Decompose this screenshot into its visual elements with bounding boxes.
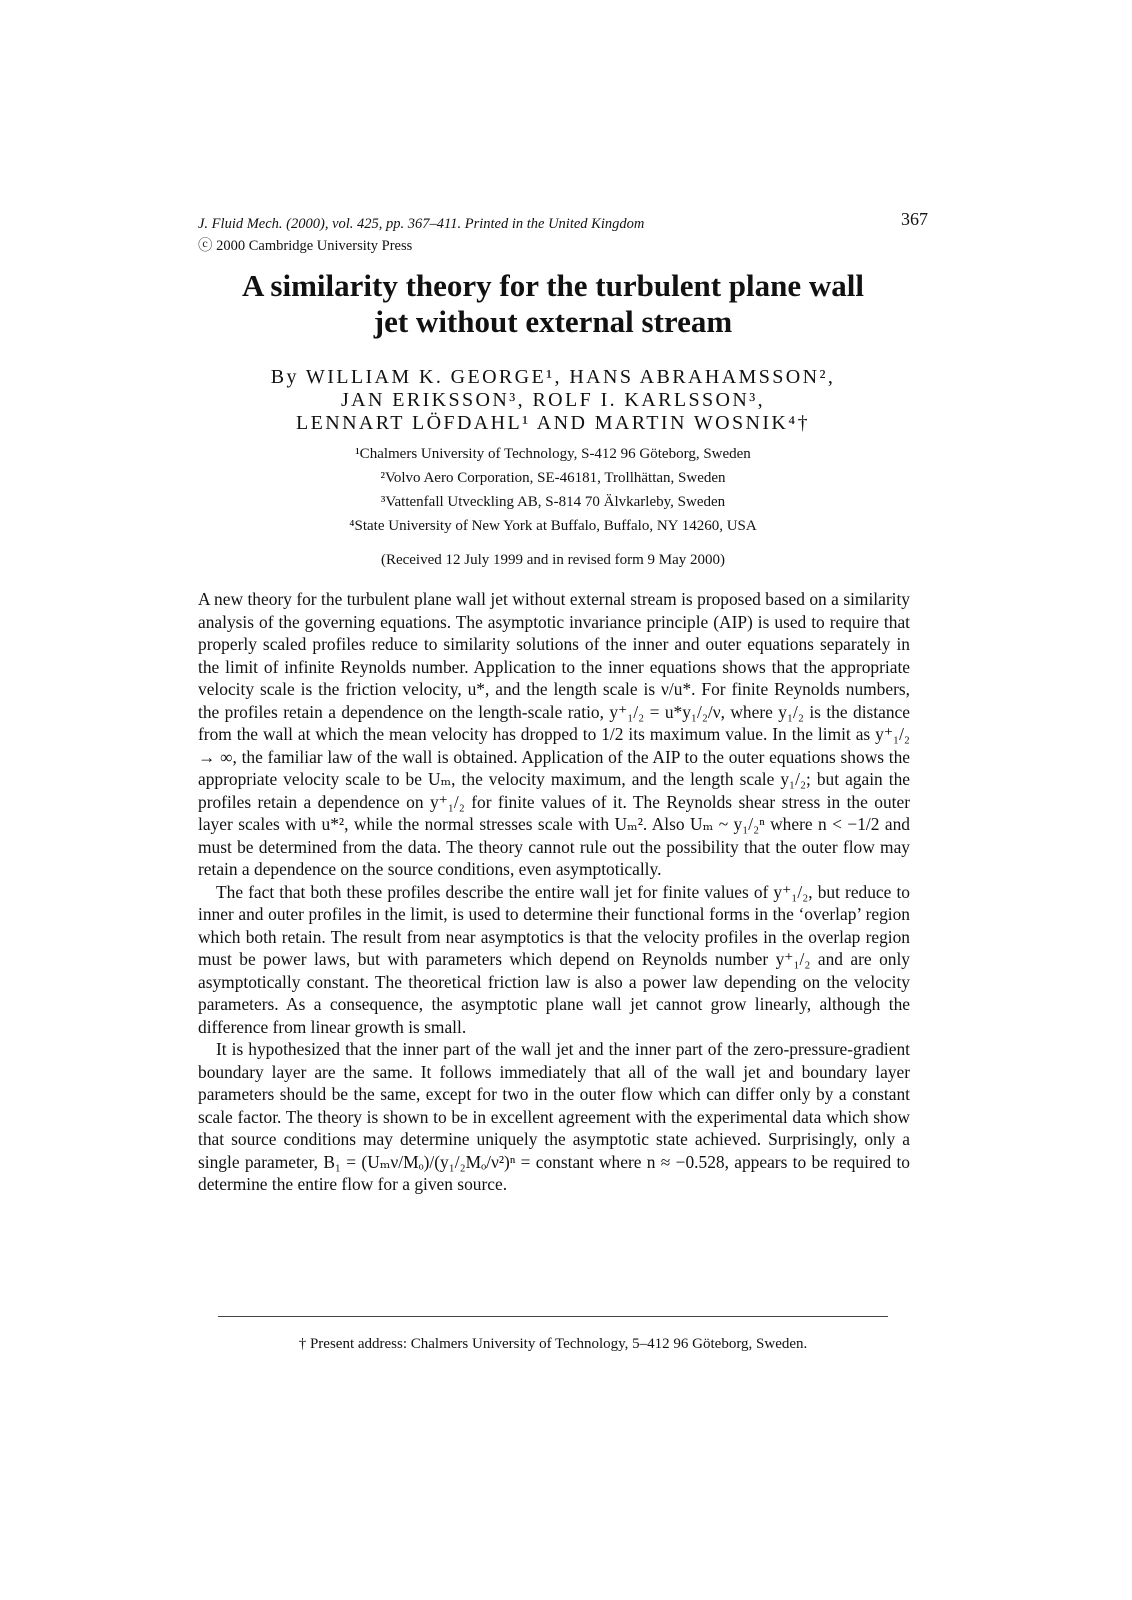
authors-line-1: By WILLIAM K. GEORGE¹, HANS ABRAHAMSSON², [270, 366, 836, 388]
affiliation-2: ²Volvo Aero Corporation, SE-46181, Trollhättan, Sweden [380, 470, 726, 486]
footnote-divider [218, 1316, 888, 1317]
paper-title [150, 268, 956, 340]
copyright-notice: ⓒ 2000 Cambridge University Press [198, 238, 413, 254]
author-list [150, 366, 956, 435]
affiliations [150, 442, 956, 538]
abstract-paragraph-1: A new theory for the turbulent plane wall jet without external stream is proposed based on a similarity analysis of the governing equations. The asymptotic invariance principle (AIP) is used to require that properly scaled profiles reduce to similarity solutions of the inner and outer equations separately in the limit of infinite Reynolds number. Application to the inner equations shows that the appropriate velocity scale is the friction velocity, u*, and the length scale is ν/u*. For finite Reynolds numbers, the profiles retain a dependence on the length-scale ratio, y⁺₁/₂ = u*y₁/₂/ν, where y₁/₂ is the distance from the wall at which the mean velocity has dropped to 1/2 its maximum value. In the limit as y⁺₁/₂ → ∞, the familiar law of the wall is obtained. Application of the AIP to the outer equations shows the appropriate velocity scale to be Uₘ, the velocity maximum, and the length scale y₁/₂; but again the profiles retain a dependence on y⁺₁/₂ for finite values of it. The Reynolds shear stress in the outer layer scales with u*², while the normal stresses scale with Uₘ². Also Uₘ ~ y₁/₂ⁿ where n < −1/2 and must be determined from the data. The theory cannot rule out the possibility that the outer flow may retain a dependence on the source conditions, even asymptotically. [198, 589, 910, 879]
received-dates: (Received 12 July 1999 and in revised form 9 May 2000) [380, 552, 726, 568]
affiliation-1: ¹Chalmers University of Technology, S-412 96 Göteborg, Sweden [355, 446, 751, 462]
footnote: † Present address: Chalmers University of Technology, 5–412 96 Göteborg, Sweden. [298, 1336, 808, 1352]
page-number: 367 [901, 209, 928, 229]
affiliation-4: ⁴State University of New York at Buffalo, Buffalo, NY 14260, USA [349, 518, 757, 534]
abstract-paragraph-3: It is hypothesized that the inner part of the wall jet and the inner part of the zero-pressure-gradient boundary layer are the same. It follows immediately that all of the wall jet and boundary layer parameters should be the same, except for two in the outer flow which can differ only by a constant scale factor. The theory is shown to be in excellent agreement with the experimental data which show that source conditions may determine uniquely the asymptotic state achieved. Surprisingly, only a single parameter, B₁ = (Uₘν/Mₒ)/(y₁/₂Mₒ/ν²)ⁿ = constant where n ≈ −0.528, appears to be required to determine the entire flow for a given source. [198, 1039, 910, 1194]
authors-line-3: LENNART LÖFDAHL¹ AND MARTIN WOSNIK⁴† [296, 412, 810, 434]
journal-header [198, 213, 758, 257]
title-line-1: A similarity theory for the turbulent plane wall [242, 268, 864, 303]
journal-citation: J. Fluid Mech. (2000), vol. 425, pp. 367–411. Printed in the United Kingdom [198, 216, 645, 232]
authors-line-2: JAN ERIKSSON³, ROLF I. KARLSSON³, [340, 389, 765, 411]
abstract-paragraph-2: The fact that both these profiles describe the entire wall jet for finite values of y⁺₁/₂, but reduce to inner and outer profiles in the limit, is used to determine their functional forms in the ‘overlap’ region which both retain. The result from near asymptotics is that the velocity profiles in the overlap region must be power laws, but with parameters which depend on Reynolds number y⁺₁/₂ and are only asymptotically constant. The theoretical friction law is also a power law depending on the velocity parameters. As a consequence, the asymptotic plane wall jet cannot grow linearly, although the difference from linear growth is small. [198, 881, 910, 1037]
title-line-2: jet without external stream [373, 304, 733, 339]
abstract [198, 588, 910, 1196]
affiliation-3: ³Vattenfall Utveckling AB, S-814 70 Älvkarleby, Sweden [380, 494, 726, 510]
